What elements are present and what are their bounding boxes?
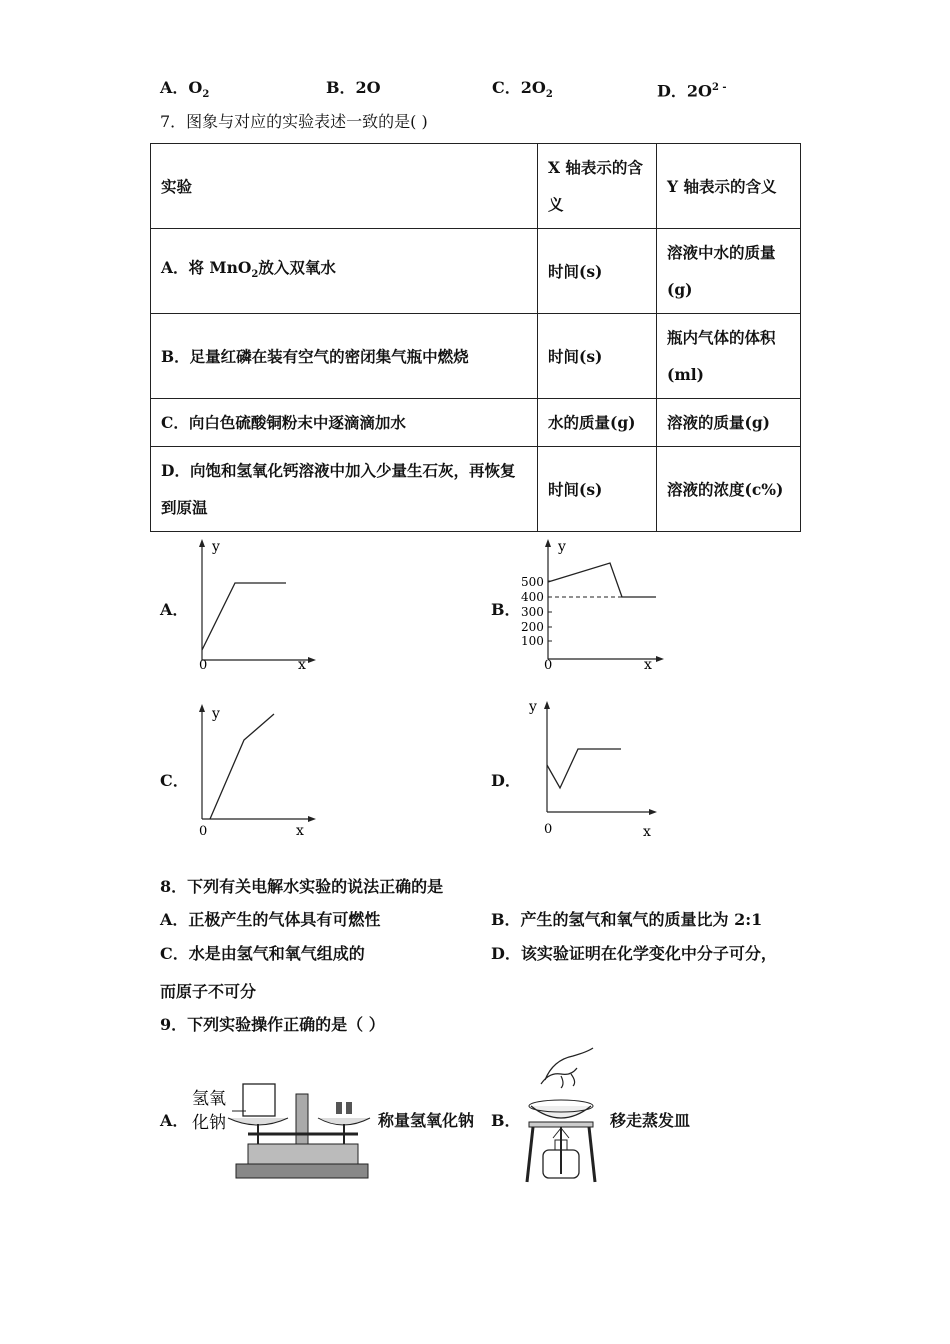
row-a-experiment — [151, 229, 538, 314]
weight-icon — [346, 1102, 352, 1114]
header-x-axis: X 轴表示的含义 — [538, 144, 657, 229]
q6-option-b — [326, 78, 381, 98]
q9-option-a-label: A． — [160, 1111, 189, 1130]
graph-d-curve — [547, 749, 621, 788]
balance-pillar — [296, 1094, 308, 1144]
row-d-y: 溶液的浓度(c%) — [657, 447, 801, 532]
q9-option-a-caption: 称量氢氧化钠 — [378, 1111, 475, 1130]
graph-a-label: A． — [160, 600, 189, 619]
balance-base — [248, 1144, 358, 1164]
graph-a-curve — [202, 583, 286, 650]
q6-option-a-label: A． — [160, 78, 189, 97]
header-experiment: 实验 — [151, 144, 538, 229]
graph-a-y-arrow — [199, 539, 205, 547]
row-a-exp-sub: 2 — [251, 269, 259, 281]
graph-b — [518, 535, 668, 675]
graph-a — [190, 535, 320, 675]
graph-a-origin: 0 — [199, 658, 208, 673]
table-header-row — [151, 144, 801, 229]
balance-scale-illustration — [188, 1078, 373, 1186]
q8-option-b: B．产生的氢气和氧气的质量比为 2:1 — [491, 910, 763, 929]
q6-option-c — [492, 78, 553, 105]
q8-option-c: C．水是由氢气和氧气组成的 — [160, 944, 365, 963]
q7-table — [150, 143, 801, 532]
q9-option-b-label: B． — [491, 1111, 521, 1130]
graph-d — [525, 695, 665, 840]
graph-c — [190, 702, 320, 842]
row-c-experiment: C．向白色硫酸铜粉末中逐滴滴加水 — [151, 399, 538, 447]
row-d-experiment: D．向饱和氢氧化钙溶液中加入少量生石灰，再恢复到原温 — [151, 447, 538, 532]
table-row — [151, 229, 801, 314]
graph-b-origin: 0 — [544, 658, 553, 673]
graph-b-x-arrow — [656, 656, 664, 662]
q7-question: 7．图象与对应的实验表述一致的是( ) — [160, 112, 428, 131]
table-row — [151, 447, 801, 532]
q6-option-d-sup: 2 - — [711, 82, 727, 93]
row-b-x: 时间(s) — [538, 314, 657, 399]
tripod-ring — [529, 1122, 593, 1127]
graph-c-y-arrow — [199, 704, 205, 712]
q6-option-c-text: 2O — [520, 78, 546, 97]
balance-foot — [236, 1164, 368, 1178]
row-a-exp-suffix: 放入双氧水 — [258, 257, 336, 277]
graph-a-x-arrow — [308, 657, 316, 663]
graph-d-x-arrow — [649, 809, 657, 815]
graph-b-curve — [548, 563, 656, 597]
right-pan-icon — [318, 1118, 370, 1125]
q8-question: 8．下列有关电解水实验的说法正确的是 — [160, 877, 444, 896]
row-c-y: 溶液的质量(g) — [657, 399, 801, 447]
balance-label-line2: 化钠 — [192, 1113, 226, 1133]
q6-option-c-sub: 2 — [545, 89, 553, 101]
graph-a-y-label: y — [212, 539, 220, 555]
weight-icon — [336, 1102, 342, 1114]
graph-d-x-label: x — [643, 824, 651, 840]
graph-b-tick-label-400: 400 — [521, 590, 544, 604]
graph-c-curve — [210, 714, 274, 819]
q8-option-d-continued: 而原子不可分 — [160, 982, 257, 1001]
graph-d-origin: 0 — [544, 822, 553, 837]
q8-option-d: D．该实验证明在化学变化中分子可分， — [491, 944, 777, 963]
left-pan-icon — [228, 1118, 288, 1125]
graph-b-tick-label-200: 200 — [521, 620, 544, 634]
graph-c-label: C． — [160, 771, 189, 790]
q6-option-d-text: 2O — [686, 81, 712, 101]
row-d-x: 时间(s) — [538, 447, 657, 532]
evaporating-dish-illustration — [515, 1046, 610, 1188]
q9-option-b-caption: 移走蒸发皿 — [610, 1111, 691, 1130]
beaker-icon — [243, 1084, 275, 1116]
graph-b-tick-label-100: 100 — [521, 634, 544, 648]
q6-option-b-label: B． — [326, 78, 356, 97]
graph-b-x-label: x — [644, 657, 652, 673]
q6-option-a-text: O — [188, 78, 203, 97]
table-row — [151, 314, 801, 399]
q6-option-d — [657, 78, 727, 101]
tripod-leg-right — [589, 1127, 595, 1182]
tripod-leg-left — [527, 1127, 533, 1182]
q6-option-a — [160, 78, 209, 105]
table-row — [151, 399, 801, 447]
q8-option-a: A．正极产生的气体具有可燃性 — [160, 910, 381, 929]
graph-b-tick-label-500: 500 — [521, 575, 544, 589]
graph-c-origin: 0 — [199, 824, 208, 839]
hand-fingers-icon — [541, 1068, 577, 1088]
graph-d-y-label: y — [529, 699, 537, 715]
graph-b-y-label: y — [558, 539, 566, 555]
graph-b-y-arrow — [545, 539, 551, 547]
row-b-y: 瓶内气体的体积(ml) — [657, 314, 801, 399]
balance-label-line1: 氢氧 — [192, 1089, 226, 1109]
row-c-x: 水的质量(g) — [538, 399, 657, 447]
q9-question: 9．下列实验操作正确的是（ ） — [160, 1015, 385, 1034]
q6-option-d-label: D． — [657, 81, 687, 101]
graph-c-y-label: y — [212, 706, 220, 722]
q6-option-c-label: C． — [492, 78, 521, 97]
graph-a-x-label: x — [298, 657, 306, 673]
q6-option-b-text: 2O — [355, 78, 381, 97]
row-a-y: 溶液中水的质量(g) — [657, 229, 801, 314]
graph-b-label: B． — [491, 600, 521, 619]
graph-b-tick-label-300: 300 — [521, 605, 544, 619]
q6-option-a-sub: 2 — [202, 89, 210, 101]
header-y-axis: Y 轴表示的含义 — [657, 144, 801, 229]
graph-d-label: D． — [491, 771, 521, 790]
graph-c-x-label: x — [296, 823, 304, 839]
row-a-x: 时间(s) — [538, 229, 657, 314]
graph-d-y-arrow — [544, 701, 550, 709]
row-a-exp-prefix: A．将 MnO — [161, 257, 252, 277]
graph-c-x-arrow — [308, 816, 316, 822]
row-b-experiment: B．足量红磷在装有空气的密闭集气瓶中燃烧 — [151, 314, 538, 399]
